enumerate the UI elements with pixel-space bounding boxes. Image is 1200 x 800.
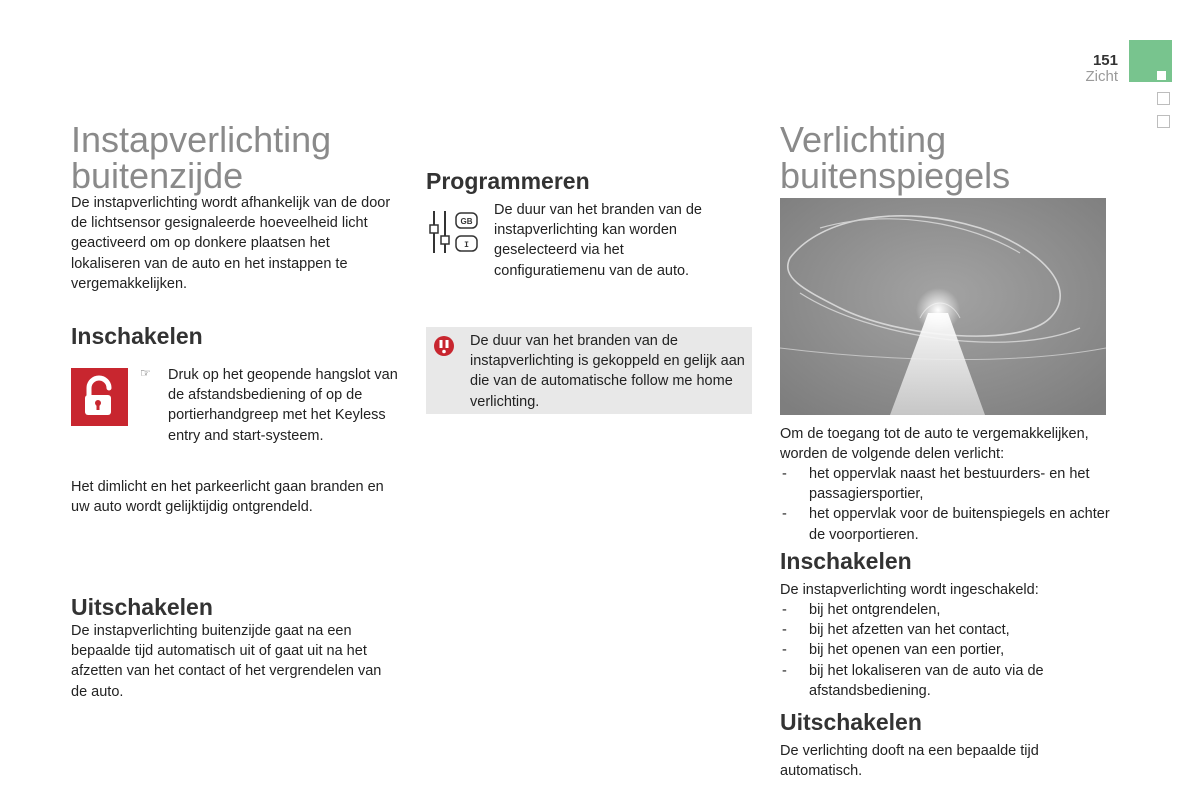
title-line: Instapverlichting <box>71 119 332 160</box>
section-label: Zicht <box>1085 68 1118 85</box>
list-item-text: bij het ontgrendelen, <box>809 602 941 618</box>
list-item <box>780 600 1115 620</box>
unlock-icon <box>71 368 128 426</box>
left-intro: De instapverlichting wordt afhankelijk van de door de lichtsensor gesignaleerde hoeveelheid licht geactiveerd om op donkere plaatsen het lokaliseren van de auto en het instappen te vergemakkelijken. <box>71 195 391 292</box>
title-line: buitenzijde <box>71 155 244 196</box>
right-title <box>780 119 1110 196</box>
list-item <box>780 620 1115 640</box>
page-number: 151 <box>1092 52 1118 69</box>
left-off-text: De instapverlichting buitenzijde gaat na een bepaalde tijd automatisch uit of gaat uit na het afzetten van het contact of het vergrendelen van de auto. <box>71 623 382 700</box>
activation-list <box>780 600 1115 701</box>
middle-program-text: De duur van het branden van de instapverlichting kan worden geselecteerd via het configuratiemenu van de auto. <box>494 202 702 279</box>
title-line: Verlichting <box>780 119 947 160</box>
list-item-text: het oppervlak naast het bestuurders- en het passagiersportier, <box>809 466 1090 503</box>
icon-label-i: I <box>464 241 469 250</box>
chapter-tab-active[interactable] <box>1129 40 1172 82</box>
chapter-tab-dot <box>1157 71 1166 80</box>
list-item-text: bij het openen van een portier, <box>809 642 1005 659</box>
left-on-result: Het dimlicht en het parkeerlicht gaan branden en uw auto wordt gelijktijdig ontgrendeld. <box>71 479 384 516</box>
list-dash: - <box>782 642 787 659</box>
right-off-text: De verlichting dooft na een bepaalde tijd automatisch. <box>780 743 1039 780</box>
right-off-heading: Uitschakelen <box>780 709 922 735</box>
chapter-tab-box[interactable] <box>1157 115 1170 128</box>
list-item-text: bij het lokaliseren van de auto via de afstandsbediening. <box>809 662 1044 699</box>
icon-label-gb: GB <box>460 217 473 226</box>
list-dash: - <box>782 466 787 482</box>
left-off-heading: Uitschakelen <box>71 594 213 620</box>
list-item-text: het oppervlak voor de buitenspiegels en achter de voorportieren. <box>809 506 1110 543</box>
list-item-text: bij het afzetten van het contact, <box>809 622 1010 639</box>
chapter-tab-box[interactable] <box>1157 92 1170 105</box>
settings-sliders-icon <box>428 209 480 255</box>
list-dash: - <box>782 662 787 679</box>
title-line: buitenspiegels <box>780 155 1011 196</box>
list-dash: - <box>782 602 787 618</box>
list-item <box>780 640 1115 660</box>
list-dash: - <box>782 506 787 523</box>
warning-box <box>426 327 752 414</box>
warning-text: De duur van het branden van de instapverlichting is gekoppeld en gelijk aan die van de automatische follow me home verlichting. <box>470 333 745 410</box>
lit-areas-list <box>780 464 1115 545</box>
left-on-step: Druk op het geopende hangslot van de afstandsbediening of op de portierhandgreep met het Keyless entry and start-systeem. <box>168 367 398 444</box>
list-dash: - <box>782 622 787 639</box>
right-on-heading: Inschakelen <box>780 548 912 574</box>
right-intro: Om de toegang tot de auto te vergemakkelijken, worden de volgende delen verlicht: <box>780 426 1089 463</box>
bullet-hand-icon: ☞ <box>140 366 151 380</box>
list-item <box>780 464 1115 504</box>
left-title <box>71 119 401 196</box>
middle-heading: Programmeren <box>426 168 590 194</box>
right-on-intro: De instapverlichting wordt ingeschakeld: <box>780 582 1039 598</box>
list-item <box>780 504 1115 544</box>
left-on-heading: Inschakelen <box>71 323 203 349</box>
list-item <box>780 661 1115 701</box>
warning-icon <box>434 336 454 356</box>
mirror-light-photo <box>780 198 1106 415</box>
